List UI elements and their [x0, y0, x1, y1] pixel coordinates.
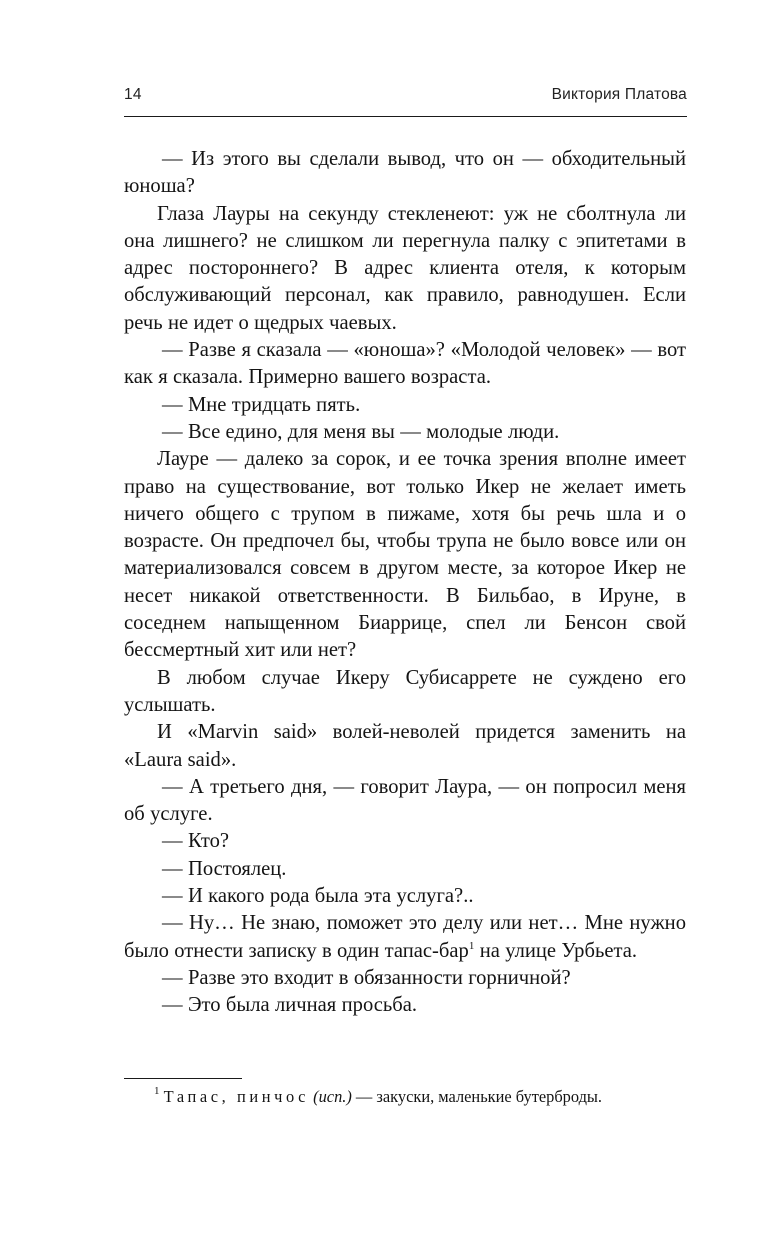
- header-divider: [124, 116, 687, 117]
- footnote: [124, 1086, 686, 1108]
- paragraph-13: [124, 910, 686, 965]
- paragraph-10: — Кто?: [162, 830, 230, 853]
- paragraph-1: — Из этого вы сделали вывод, что он — обходительный юноша?: [124, 148, 686, 198]
- paragraph-15: — Это была личная просьба.: [162, 994, 418, 1017]
- footnote-marker: 1: [154, 1085, 160, 1097]
- paragraph-13-text: — Ну… Не знаю, поможет это делу или нет… Мне нужно было отнести записку в один тапас-бар: [124, 912, 686, 962]
- body-text: [124, 146, 686, 1020]
- paragraph-14: — Разве это входит в обязанности горничной?: [162, 966, 571, 989]
- paragraph-9: — А третьего дня, — говорит Лаура, — он попросил меня об услуге.: [124, 775, 686, 826]
- page-number: 14: [124, 86, 142, 103]
- paragraph-6: Лауре — далеко за сорок, и ее точка зрения вполне имеет право на существование, вот только Икер не желает иметь ничего общего с трупом в пижаме, хотя бы речь шла и о возрасте. Он предпочел бы, чтобы трупа не было вовсе или он материализовался совсем в другом месте, за которое Икер не несет никакой ответственности. В Бильбао, в Ируне, в соседнем напыщенном Биаррице, спел ли Бенсон свой бессмертный хит или нет?: [124, 448, 686, 662]
- paragraph-5: — Все едино, для меня вы — молодые люди.: [162, 420, 560, 443]
- footnote-term: Тапас, пинчос: [163, 1087, 310, 1106]
- page-header: [124, 86, 687, 108]
- paragraph-12: — И какого рода была эта услуга?..: [162, 885, 474, 908]
- paragraph-2: Глаза Лауры на секунду стекленеют: уж не сболтнула ли она лишнего? не слишком ли перегнула палку с эпитетами в адрес постороннего? В адрес клиента отеля, к которым обслуживающий персонал, как правило, равнодушен. Если речь не идет о щедрых чаевых.: [124, 202, 686, 334]
- footnote-language: (исп.): [313, 1087, 352, 1106]
- running-title: Виктория Платова: [551, 86, 687, 103]
- paragraph-13-tail: на улице Урбьета.: [474, 939, 638, 962]
- footnote-reference[interactable]: 1: [468, 939, 475, 952]
- footnote-text: — закуски, маленькие бутерброды.: [351, 1087, 603, 1106]
- footnote-divider: [124, 1078, 242, 1079]
- paragraph-11: — Постоялец.: [162, 857, 287, 880]
- paragraph-4: — Мне тридцать пять.: [162, 393, 361, 416]
- paragraph-3: — Разве я сказала — «юноша»? «Молодой человек» — вот как я сказала. Примерно вашего возраста.: [124, 339, 686, 389]
- paragraph-7: В любом случае Икеру Субисаррете не суждено его услышать.: [124, 666, 686, 716]
- paragraph-8: И «Marvin said» волей-неволей придется заменить на «Laura said».: [124, 721, 686, 771]
